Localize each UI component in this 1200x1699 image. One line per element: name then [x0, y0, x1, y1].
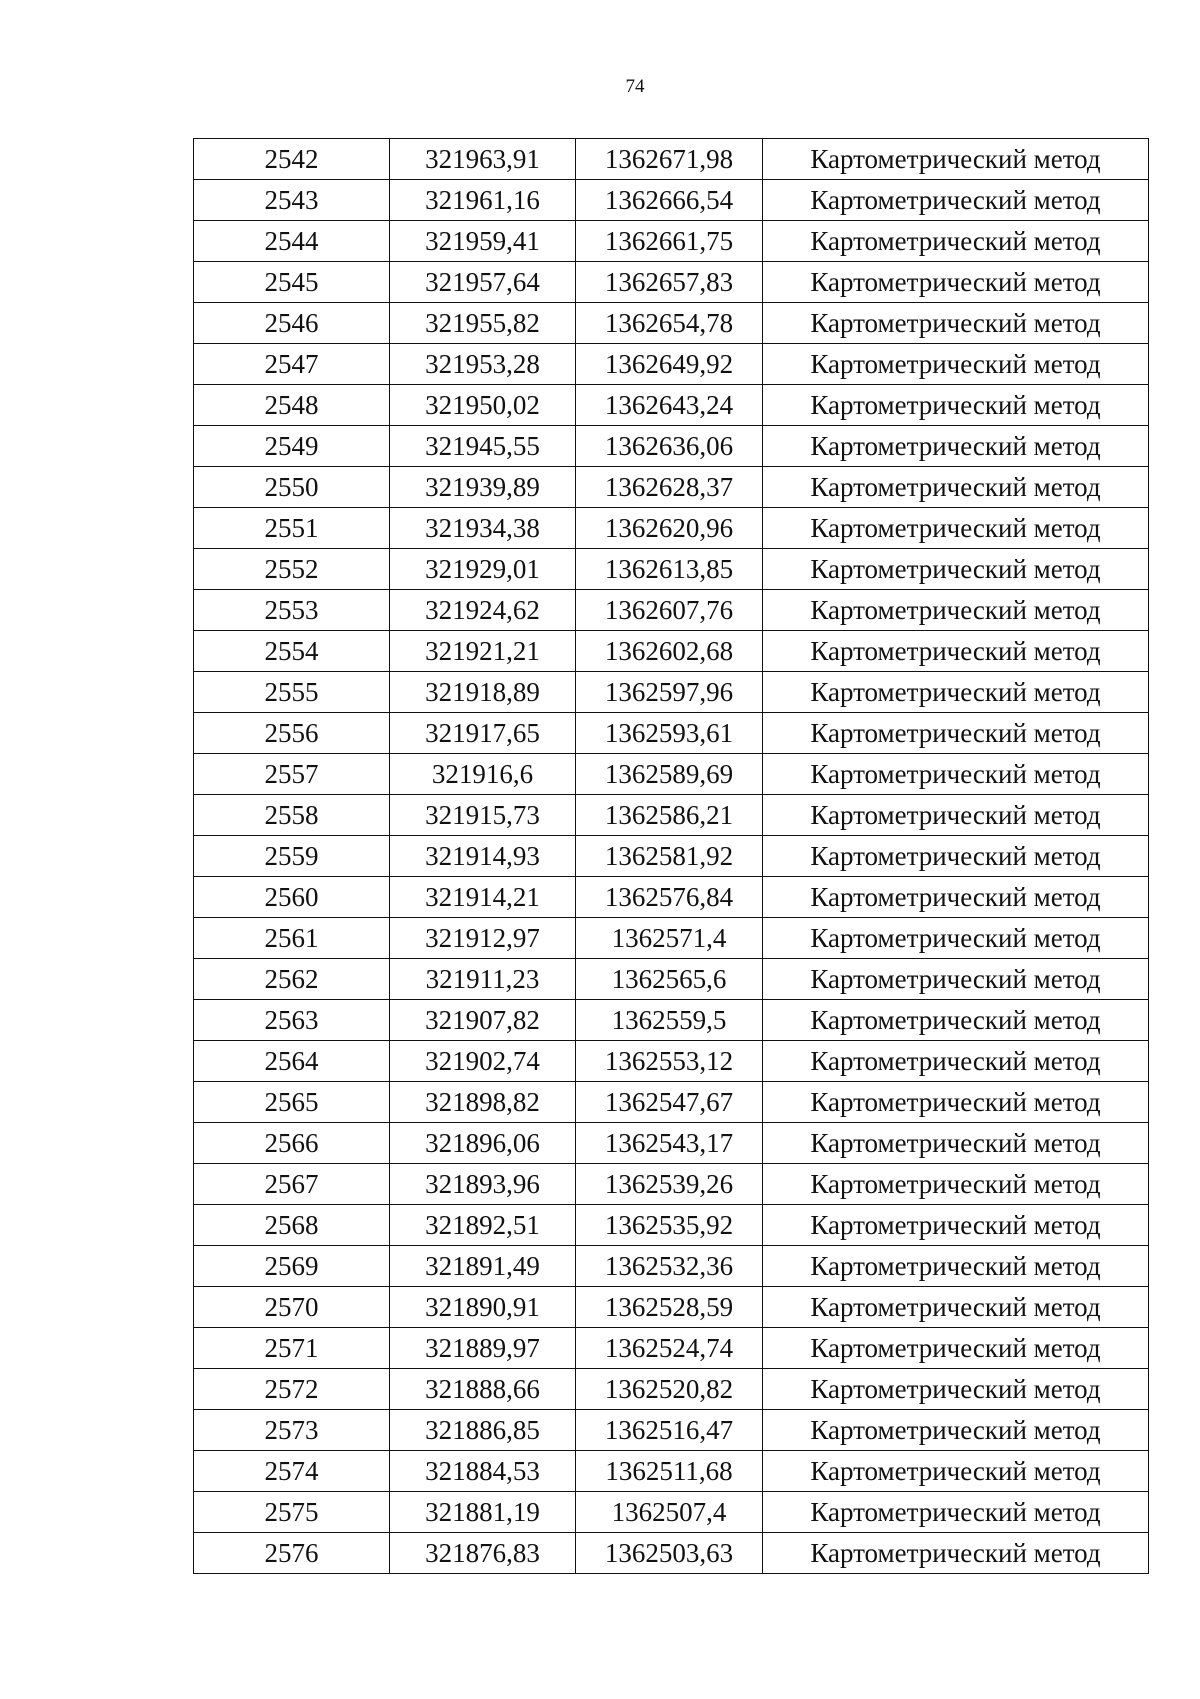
- table-row: [194, 1246, 1149, 1287]
- y-coordinate-cell: 1362613,85: [576, 549, 763, 590]
- point-number-cell: 2556: [194, 713, 390, 754]
- x-coordinate-cell: 321914,93: [390, 836, 576, 877]
- x-coordinate-cell: 321890,91: [390, 1287, 576, 1328]
- point-number-cell: 2551: [194, 508, 390, 549]
- point-number-cell: 2545: [194, 262, 390, 303]
- point-number-cell: 2565: [194, 1082, 390, 1123]
- y-coordinate-cell: 1362528,59: [576, 1287, 763, 1328]
- x-coordinate-cell: 321888,66: [390, 1369, 576, 1410]
- x-coordinate-cell: 321889,97: [390, 1328, 576, 1369]
- method-cell: Картометрический метод: [763, 139, 1149, 180]
- table-row: [194, 467, 1149, 508]
- y-coordinate-cell: 1362620,96: [576, 508, 763, 549]
- y-coordinate-cell: 1362520,82: [576, 1369, 763, 1410]
- x-coordinate-cell: 321912,97: [390, 918, 576, 959]
- table-row: [194, 672, 1149, 713]
- y-coordinate-cell: 1362507,4: [576, 1492, 763, 1533]
- coordinates-table: [193, 138, 1149, 1574]
- y-coordinate-cell: 1362643,24: [576, 385, 763, 426]
- y-coordinate-cell: 1362524,74: [576, 1328, 763, 1369]
- x-coordinate-cell: 321902,74: [390, 1041, 576, 1082]
- method-cell: Картометрический метод: [763, 180, 1149, 221]
- method-cell: Картометрический метод: [763, 385, 1149, 426]
- point-number-cell: 2558: [194, 795, 390, 836]
- table-row: [194, 590, 1149, 631]
- x-coordinate-cell: 321939,89: [390, 467, 576, 508]
- y-coordinate-cell: 1362543,17: [576, 1123, 763, 1164]
- y-coordinate-cell: 1362657,83: [576, 262, 763, 303]
- x-coordinate-cell: 321921,21: [390, 631, 576, 672]
- y-coordinate-cell: 1362586,21: [576, 795, 763, 836]
- method-cell: Картометрический метод: [763, 672, 1149, 713]
- method-cell: Картометрический метод: [763, 426, 1149, 467]
- point-number-cell: 2547: [194, 344, 390, 385]
- x-coordinate-cell: 321917,65: [390, 713, 576, 754]
- point-number-cell: 2573: [194, 1410, 390, 1451]
- y-coordinate-cell: 1362516,47: [576, 1410, 763, 1451]
- x-coordinate-cell: 321918,89: [390, 672, 576, 713]
- method-cell: Картометрический метод: [763, 1410, 1149, 1451]
- method-cell: Картометрический метод: [763, 1287, 1149, 1328]
- y-coordinate-cell: 1362547,67: [576, 1082, 763, 1123]
- point-number-cell: 2542: [194, 139, 390, 180]
- method-cell: Картометрический метод: [763, 1123, 1149, 1164]
- table-row: [194, 1410, 1149, 1451]
- x-coordinate-cell: 321876,83: [390, 1533, 576, 1574]
- method-cell: Картометрический метод: [763, 1246, 1149, 1287]
- y-coordinate-cell: 1362532,36: [576, 1246, 763, 1287]
- y-coordinate-cell: 1362661,75: [576, 221, 763, 262]
- y-coordinate-cell: 1362636,06: [576, 426, 763, 467]
- point-number-cell: 2560: [194, 877, 390, 918]
- point-number-cell: 2566: [194, 1123, 390, 1164]
- method-cell: Картометрический метод: [763, 1082, 1149, 1123]
- point-number-cell: 2575: [194, 1492, 390, 1533]
- point-number-cell: 2571: [194, 1328, 390, 1369]
- point-number-cell: 2574: [194, 1451, 390, 1492]
- y-coordinate-cell: 1362571,4: [576, 918, 763, 959]
- y-coordinate-cell: 1362666,54: [576, 180, 763, 221]
- method-cell: Картометрический метод: [763, 1000, 1149, 1041]
- x-coordinate-cell: 321929,01: [390, 549, 576, 590]
- y-coordinate-cell: 1362511,68: [576, 1451, 763, 1492]
- method-cell: Картометрический метод: [763, 1041, 1149, 1082]
- y-coordinate-cell: 1362628,37: [576, 467, 763, 508]
- method-cell: Картометрический метод: [763, 631, 1149, 672]
- y-coordinate-cell: 1362671,98: [576, 139, 763, 180]
- point-number-cell: 2557: [194, 754, 390, 795]
- table-row: [194, 1000, 1149, 1041]
- point-number-cell: 2548: [194, 385, 390, 426]
- point-number-cell: 2554: [194, 631, 390, 672]
- point-number-cell: 2553: [194, 590, 390, 631]
- table-row: [194, 1123, 1149, 1164]
- point-number-cell: 2550: [194, 467, 390, 508]
- x-coordinate-cell: 321934,38: [390, 508, 576, 549]
- y-coordinate-cell: 1362607,76: [576, 590, 763, 631]
- y-coordinate-cell: 1362553,12: [576, 1041, 763, 1082]
- x-coordinate-cell: 321955,82: [390, 303, 576, 344]
- method-cell: Картометрический метод: [763, 1451, 1149, 1492]
- method-cell: Картометрический метод: [763, 836, 1149, 877]
- method-cell: Картометрический метод: [763, 918, 1149, 959]
- point-number-cell: 2568: [194, 1205, 390, 1246]
- y-coordinate-cell: 1362597,96: [576, 672, 763, 713]
- method-cell: Картометрический метод: [763, 1164, 1149, 1205]
- x-coordinate-cell: 321950,02: [390, 385, 576, 426]
- point-number-cell: 2546: [194, 303, 390, 344]
- table-row: [194, 262, 1149, 303]
- table-row: [194, 795, 1149, 836]
- point-number-cell: 2543: [194, 180, 390, 221]
- x-coordinate-cell: 321915,73: [390, 795, 576, 836]
- x-coordinate-cell: 321961,16: [390, 180, 576, 221]
- x-coordinate-cell: 321945,55: [390, 426, 576, 467]
- x-coordinate-cell: 321911,23: [390, 959, 576, 1000]
- table-row: [194, 918, 1149, 959]
- x-coordinate-cell: 321963,91: [390, 139, 576, 180]
- x-coordinate-cell: 321884,53: [390, 1451, 576, 1492]
- x-coordinate-cell: 321886,85: [390, 1410, 576, 1451]
- table-row: [194, 344, 1149, 385]
- method-cell: Картометрический метод: [763, 754, 1149, 795]
- table-row: [194, 508, 1149, 549]
- x-coordinate-cell: 321891,49: [390, 1246, 576, 1287]
- method-cell: Картометрический метод: [763, 262, 1149, 303]
- x-coordinate-cell: 321916,6: [390, 754, 576, 795]
- table-row: [194, 754, 1149, 795]
- table-row: [194, 1287, 1149, 1328]
- method-cell: Картометрический метод: [763, 877, 1149, 918]
- y-coordinate-cell: 1362654,78: [576, 303, 763, 344]
- table-row: [194, 385, 1149, 426]
- table-row: [194, 180, 1149, 221]
- point-number-cell: 2564: [194, 1041, 390, 1082]
- table-row: [194, 1328, 1149, 1369]
- method-cell: Картометрический метод: [763, 467, 1149, 508]
- table-row: [194, 1041, 1149, 1082]
- coordinates-table-body: [194, 139, 1149, 1574]
- method-cell: Картометрический метод: [763, 795, 1149, 836]
- table-row: [194, 221, 1149, 262]
- x-coordinate-cell: 321896,06: [390, 1123, 576, 1164]
- x-coordinate-cell: 321881,19: [390, 1492, 576, 1533]
- x-coordinate-cell: 321957,64: [390, 262, 576, 303]
- y-coordinate-cell: 1362565,6: [576, 959, 763, 1000]
- x-coordinate-cell: 321959,41: [390, 221, 576, 262]
- point-number-cell: 2549: [194, 426, 390, 467]
- method-cell: Картометрический метод: [763, 1369, 1149, 1410]
- x-coordinate-cell: 321953,28: [390, 344, 576, 385]
- x-coordinate-cell: 321907,82: [390, 1000, 576, 1041]
- table-row: [194, 877, 1149, 918]
- point-number-cell: 2559: [194, 836, 390, 877]
- y-coordinate-cell: 1362559,5: [576, 1000, 763, 1041]
- table-row: [194, 1164, 1149, 1205]
- x-coordinate-cell: 321898,82: [390, 1082, 576, 1123]
- table-row: [194, 139, 1149, 180]
- point-number-cell: 2544: [194, 221, 390, 262]
- table-row: [194, 836, 1149, 877]
- table-row: [194, 303, 1149, 344]
- method-cell: Картометрический метод: [763, 303, 1149, 344]
- x-coordinate-cell: 321893,96: [390, 1164, 576, 1205]
- method-cell: Картометрический метод: [763, 1492, 1149, 1533]
- table-row: [194, 1451, 1149, 1492]
- point-number-cell: 2555: [194, 672, 390, 713]
- method-cell: Картометрический метод: [763, 221, 1149, 262]
- y-coordinate-cell: 1362535,92: [576, 1205, 763, 1246]
- y-coordinate-cell: 1362539,26: [576, 1164, 763, 1205]
- x-coordinate-cell: 321924,62: [390, 590, 576, 631]
- y-coordinate-cell: 1362649,92: [576, 344, 763, 385]
- table-row: [194, 1533, 1149, 1574]
- point-number-cell: 2569: [194, 1246, 390, 1287]
- table-row: [194, 1082, 1149, 1123]
- table-row: [194, 549, 1149, 590]
- point-number-cell: 2570: [194, 1287, 390, 1328]
- method-cell: Картометрический метод: [763, 1205, 1149, 1246]
- point-number-cell: 2576: [194, 1533, 390, 1574]
- table-row: [194, 1492, 1149, 1533]
- point-number-cell: 2562: [194, 959, 390, 1000]
- y-coordinate-cell: 1362602,68: [576, 631, 763, 672]
- table-row: [194, 426, 1149, 467]
- table-row: [194, 959, 1149, 1000]
- y-coordinate-cell: 1362593,61: [576, 713, 763, 754]
- point-number-cell: 2561: [194, 918, 390, 959]
- y-coordinate-cell: 1362576,84: [576, 877, 763, 918]
- table-row: [194, 1205, 1149, 1246]
- page-number: 74: [625, 76, 645, 97]
- point-number-cell: 2572: [194, 1369, 390, 1410]
- method-cell: Картометрический метод: [763, 1533, 1149, 1574]
- y-coordinate-cell: 1362503,63: [576, 1533, 763, 1574]
- y-coordinate-cell: 1362589,69: [576, 754, 763, 795]
- method-cell: Картометрический метод: [763, 508, 1149, 549]
- method-cell: Картометрический метод: [763, 549, 1149, 590]
- table-row: [194, 1369, 1149, 1410]
- table-row: [194, 713, 1149, 754]
- table-row: [194, 631, 1149, 672]
- method-cell: Картометрический метод: [763, 590, 1149, 631]
- y-coordinate-cell: 1362581,92: [576, 836, 763, 877]
- method-cell: Картометрический метод: [763, 713, 1149, 754]
- method-cell: Картометрический метод: [763, 1328, 1149, 1369]
- point-number-cell: 2567: [194, 1164, 390, 1205]
- point-number-cell: 2563: [194, 1000, 390, 1041]
- point-number-cell: 2552: [194, 549, 390, 590]
- x-coordinate-cell: 321914,21: [390, 877, 576, 918]
- x-coordinate-cell: 321892,51: [390, 1205, 576, 1246]
- method-cell: Картометрический метод: [763, 959, 1149, 1000]
- method-cell: Картометрический метод: [763, 344, 1149, 385]
